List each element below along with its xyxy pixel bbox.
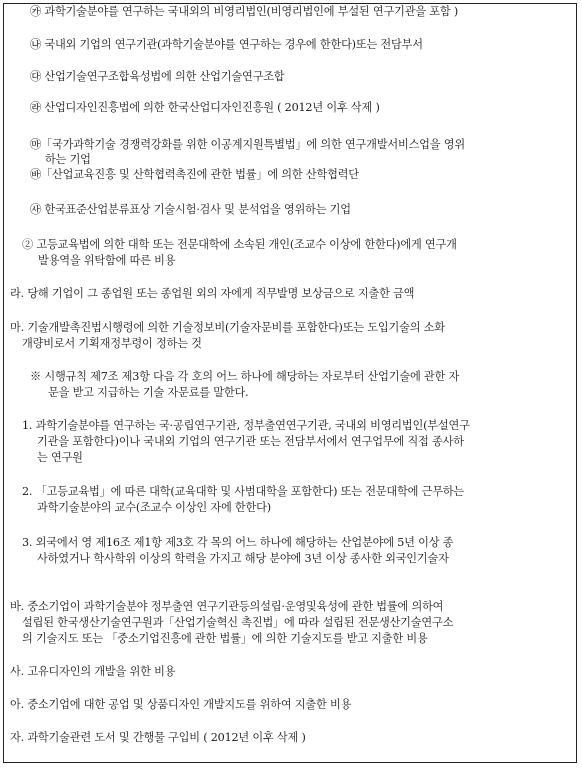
section-ma: 마. 기술개발촉진법시행령에 의한 기술정보비(기술자문비를 포함한다)또는 도입기술의 소화 (10, 321, 445, 334)
list-item-ja5-cont: 하는 기업 (45, 153, 91, 166)
list-item-n3-cont: 사하였거나 학사학위 이상의 학력을 가지고 해당 분야에 3년 이상 종사한 외국인기술자 (37, 552, 449, 565)
section-ma-cont: 개량비로서 기획재정부령이 정하는 것 (22, 337, 202, 350)
list-item-c2: ② 고등교육법에 의한 대학 또는 전문대학에 소속된 개인(조교수 이상에 한한다)에게 연구개 (22, 238, 457, 251)
section-ba-cont: 설립된 한국생산기술연구원과「산업기술혁신 촉진법」에 따라 설립된 전문생산기술연구소 (22, 616, 454, 629)
note-reference: ※ 시행규칙 제7조 제3항 다음 각 호의 어느 하나에 해당하는 자로부터 산업기술에 관한 자 (30, 370, 460, 383)
list-item-n2-cont: 과학기술분야의 교수(조교수 이상인 자에 한한다) (37, 501, 271, 514)
section-ra: 라. 당해 기업이 그 종업원 또는 종업원 외의 자에게 직무발명 보상금으로 지출한 금액 (10, 287, 415, 300)
list-item-ja5: ㉲「국가과학기술 경쟁력강화를 위한 이공계지원특별법」에 의한 연구개발서비스업을 영위 (30, 138, 465, 151)
list-item-ja6: ㉳「산업교육진흥 및 산학협력촉진에 관한 법률」에 의한 산학협력단 (30, 168, 359, 181)
section-a: 아. 중소기업에 대한 공업 및 상품디자인 개발지도를 위하여 지출한 비용 (10, 698, 352, 711)
list-item-n1: 1. 과학기술분야를 연구하는 국·공립연구기관, 정부출연연구기관, 국내외 비영리법인(부설연구 (22, 419, 470, 432)
list-item-ja7: ㉴ 한국표준산업분류표상 기술시험·검사 및 분석업을 영위하는 기업 (30, 203, 351, 216)
list-item-ja3: ㉰ 산업기술연구조합육성법에 의한 산업기술연구조합 (30, 70, 285, 83)
list-item-ja2: ㉯ 국내외 기업의 연구기관(과학기술분야를 연구하는 경우에 한한다)또는 전담부서 (30, 38, 423, 51)
list-item-ja1: ㉮ 과학기술분야를 연구하는 국내외의 비영리법인(비영리법인에 부설된 연구기관을 포함 ) (30, 5, 459, 18)
section-ba: 바. 중소기업이 과학기술분야 정부출연 연구기관등의설립·운영및육성에 관한 법률에 의하여 (10, 600, 444, 613)
list-item-n1-cont2: 는 연구원 (37, 451, 83, 464)
section-ja: 자. 과학기술관련 도서 및 간행물 구입비 ( 2012년 이후 삭제 ) (10, 731, 306, 744)
section-sa: 사. 고유디자인의 개발을 위한 비용 (10, 665, 176, 678)
list-item-ja4: ㉱ 산업디자인진흥법에 의한 한국산업디자인진흥원 ( 2012년 이후 삭제 ) (30, 101, 380, 114)
list-item-n1-cont: 기관을 포함한다)이나 국내외 기업의 연구기관 또는 전담부서에서 연구업무에 직접 종사하 (37, 435, 464, 448)
note-reference-cont: 문을 받고 지급하는 기술 자문료를 말한다. (48, 386, 249, 399)
list-item-n2: 2. 「고등교육법」에 따른 대학(교육대학 및 사범대학을 포함한다) 또는 전문대학에 근무하는 (22, 485, 465, 498)
list-item-c2-cont: 발용역을 위탁함에 따른 비용 (38, 254, 176, 267)
list-item-n3: 3. 외국에서 영 제16조 제1항 제3호 각 목의 어느 하나에 해당하는 산업분야에 5년 이상 종 (22, 536, 454, 549)
section-ba-cont2: 의 기술지도 또는 「중소기업진흥에 관한 법률」에 의한 기술지도를 받고 지출한 비용 (22, 632, 428, 645)
